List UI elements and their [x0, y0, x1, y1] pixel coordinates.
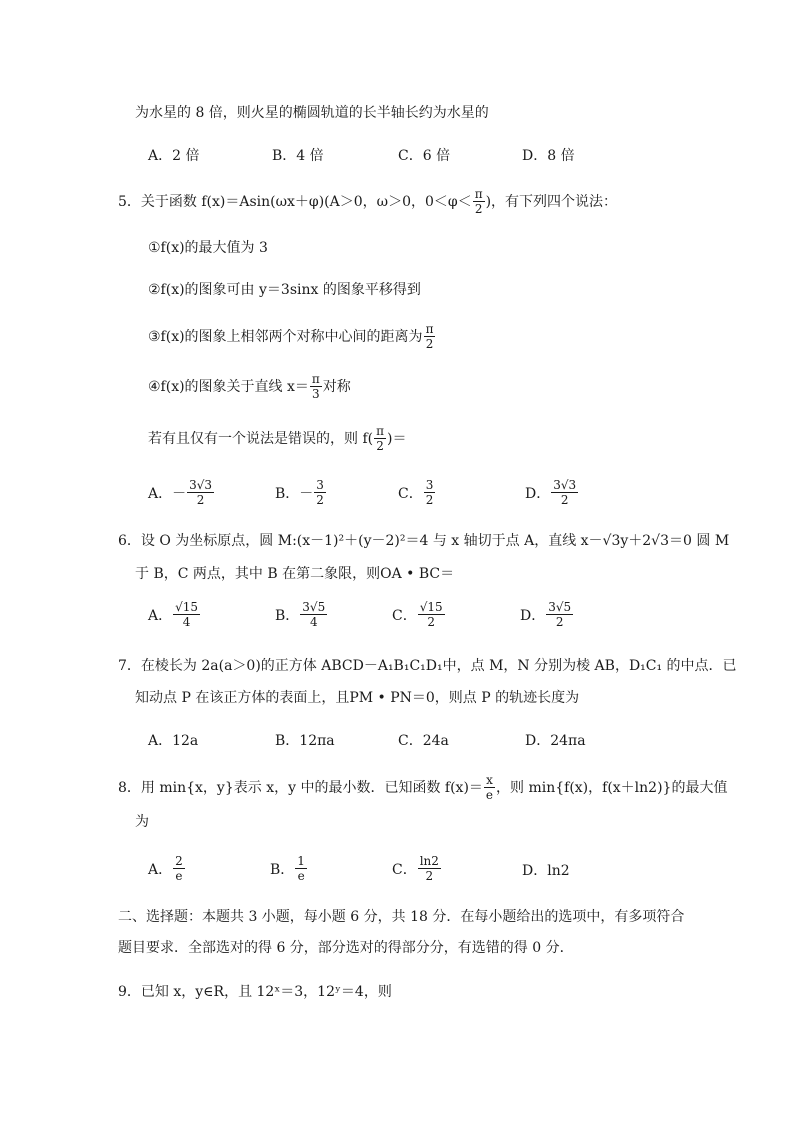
q8-option-c: C． $\frac{\ln 2}{2}$: [392, 854, 439, 883]
q7-option-b: B．12πa: [275, 733, 335, 749]
q5-statement-3: ③f(x)的图象上相邻两个对称中心间的距离为 $\frac{\pi}{2}$: [148, 322, 434, 351]
q8-line-2: 为: [135, 814, 149, 830]
q7-line-2: 知动点 P 在该正方体的表面上，且PM • PN＝0，则点 P 的轨迹长度为: [135, 690, 580, 706]
q6-option-c: C． $\frac{√15}{2}$: [392, 600, 443, 629]
q5-option-d: D． $\frac{3√3}{2}$: [525, 478, 577, 507]
q5-statement-1: ①f(x)的最大值为 3: [148, 240, 268, 256]
q4-option-c: C．6 倍: [398, 148, 451, 164]
q7-option-c: C．24a: [398, 733, 449, 749]
q8-stem: 8．用 min{x，y}表示 x，y 中的最小数．已知函数 f(x)＝ $\frac{x}{e}$ ，则 min{f(x)，f(x＋ln2)}的最大值: [118, 773, 728, 802]
q6-line-2: 于 B，C 两点，其中 B 在第二象限，则OA • BC＝: [135, 566, 455, 582]
q6-line-1: 6．设 O 为坐标原点，圆 M:(x－1)²＋(y－2)²＝4 与 x 轴切于点 A，直线 x－√3y＋2√3＝0 圆 M: [118, 533, 730, 549]
q7-option-d: D．24πa: [525, 733, 586, 749]
q5-statement-4: ④f(x)的图象关于直线 x＝ $\frac{\pi}{3}$ 对称: [148, 372, 351, 401]
q5-option-b: B． － $\frac{3}{2}$: [275, 478, 324, 507]
q8-option-a: A． $\frac{2}{e}$: [148, 854, 183, 883]
q5-question: 若有且仅有一个说法是错误的，则 f( $\frac{\pi}{2}$ )＝: [148, 424, 407, 453]
q5-statement-2: ②f(x)的图象可由 y＝3sinx 的图象平移得到: [148, 282, 421, 298]
q7-option-a: A．12a: [148, 733, 199, 749]
q9-stem: 9．已知 x，y∈R，且 12ˣ＝3，12ʸ＝4，则: [118, 984, 392, 1000]
q6-option-b: B． $\frac{3√5}{4}$: [275, 600, 326, 629]
q4-option-a: A．2 倍: [148, 148, 200, 164]
section2-line-1: 二、选择题：本题共 3 小题，每小题 6 分，共 18 分．在每小题给出的选项中，有多项符合: [118, 909, 685, 925]
q4-option-d: D．8 倍: [522, 148, 575, 164]
intro-line: 为水星的 8 倍，则火星的椭圆轨道的长半轴长约为水星的: [135, 105, 489, 121]
q8-option-b: B． $\frac{1}{e}$: [270, 854, 305, 883]
q7-line-1: 7．在棱长为 2a(a＞0)的正方体 ABCD－A₁B₁C₁D₁中，点 M，N 分别为棱 AB，D₁C₁ 的中点．已: [118, 658, 737, 674]
section2-line-2: 题目要求．全部选对的得 6 分，部分选对的得部分分，有选错的得 0 分．: [118, 940, 574, 956]
q5-option-a: A． － $\frac{3√3}{2}$: [148, 478, 213, 507]
q5-option-c: C． $\frac{3}{2}$: [398, 478, 434, 507]
q6-option-d: D． $\frac{3√5}{2}$: [520, 600, 572, 629]
q6-option-a: A． $\frac{√15}{4}$: [148, 600, 199, 629]
q5-stem: 5．关于函数 f(x)＝Asin(ωx＋φ)(A＞0，ω＞0，0＜φ＜ $\frac{\pi}{2}$ )，有下列四个说法：: [118, 187, 618, 216]
q8-option-d: D．ln2: [522, 863, 570, 879]
q4-option-b: B．4 倍: [272, 148, 324, 164]
